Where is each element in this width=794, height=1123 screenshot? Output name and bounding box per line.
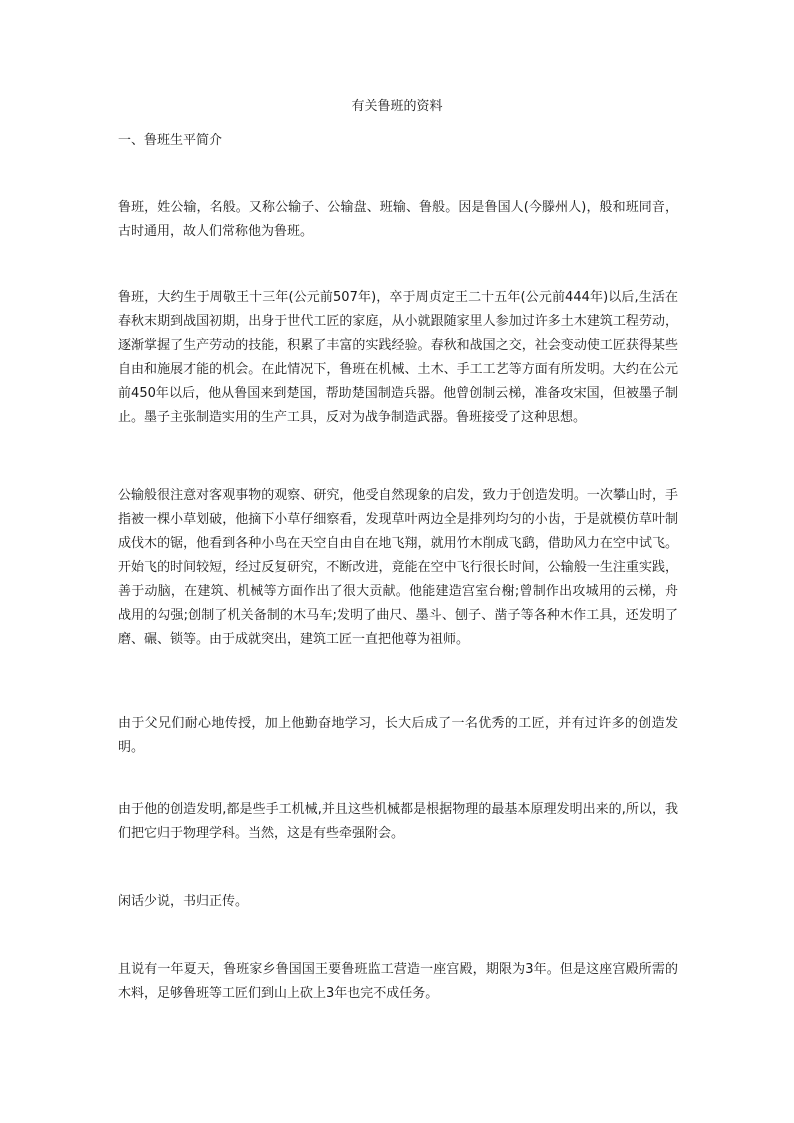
paragraph-story-start: 且说有一年夏天，鲁班家乡鲁国国王要鲁班监工营造一座宫殿，期限为3年。但是这座宫殿所需的木料，足够鲁班等工匠们到山上砍上3年也完不成任务。 (118, 962, 678, 1001)
document-title: 有关鲁班的资料 (351, 99, 443, 114)
paragraph-apprenticeship: 由于父兄们耐心地传授，加上他勤奋地学习，长大后成了一名优秀的工匠，并有过许多的创造发明。 (118, 716, 678, 755)
paragraph-physics-relation: 由于他的创造发明,都是些手工机械,并且这些机械都是根据物理的最基本原理发明出来的,所以，我们把它归于物理学科。当然，这是有些牵强附会。 (118, 802, 678, 841)
paragraph-life-history: 鲁班，大约生于周敬王十三年(公元前507年)，卒于周贞定王二十五年(公元前444年)以后,生活在春秋末期到战国初期，出身于世代工匠的家庭，从小就跟随家里人参加过许多土木建筑工程劳动，逐渐掌握了生产劳动的技能，积累了丰富的实践经验。春秋和战国之交，社会变动使工匠获得某些自由和施展才能的机会。在此情况下，鲁班在机械、土木、手工工艺等方面有所发明。大约在公元前450年以后，他从鲁国来到楚国，帮助楚国制造兵器。他曾创制云梯，准备攻宋国，但被墨子制止。墨子主张制造实用的生产工具，反对为战争制造武器。鲁班接受了这种思想。 (118, 290, 678, 425)
paragraph-transition: 闲话少说，书归正传。 (118, 894, 249, 909)
paragraph-name-origin: 鲁班，姓公输，名般。又称公输子、公输盘、班输、鲁般。因是鲁国人(今滕州人)，般和班同音，古时通用，故人们常称他为鲁班。 (118, 200, 678, 239)
section-heading: 一、鲁班生平简介 (118, 133, 223, 148)
paragraph-inventions: 公输般很注意对客观事物的观察、研究，他受自然现象的启发，致力于创造发明。一次攀山时，手指被一棵小草划破，他摘下小草仔细察看，发现草叶两边全是排列均匀的小齿，于是就模仿草叶制成伐木的锯，他看到各种小鸟在天空自由自在地飞翔，就用竹木削成飞鹞，借助风力在空中试飞。开始飞的时间较短，经过反复研究，不断改进，竟能在空中飞行很长时间，公输般一生注重实践，善于动脑，在建筑、机械等方面作出了很大贡献。他能建造宫室台榭;曾制作出攻城用的云梯，舟战用的勾强;创制了机关备制的木马车;发明了曲尺、墨斗、刨子、凿子等各种木作工具，还发明了磨、碾、锁等。由于成就突出，建筑工匠一直把他尊为祖师。 (118, 488, 678, 647)
